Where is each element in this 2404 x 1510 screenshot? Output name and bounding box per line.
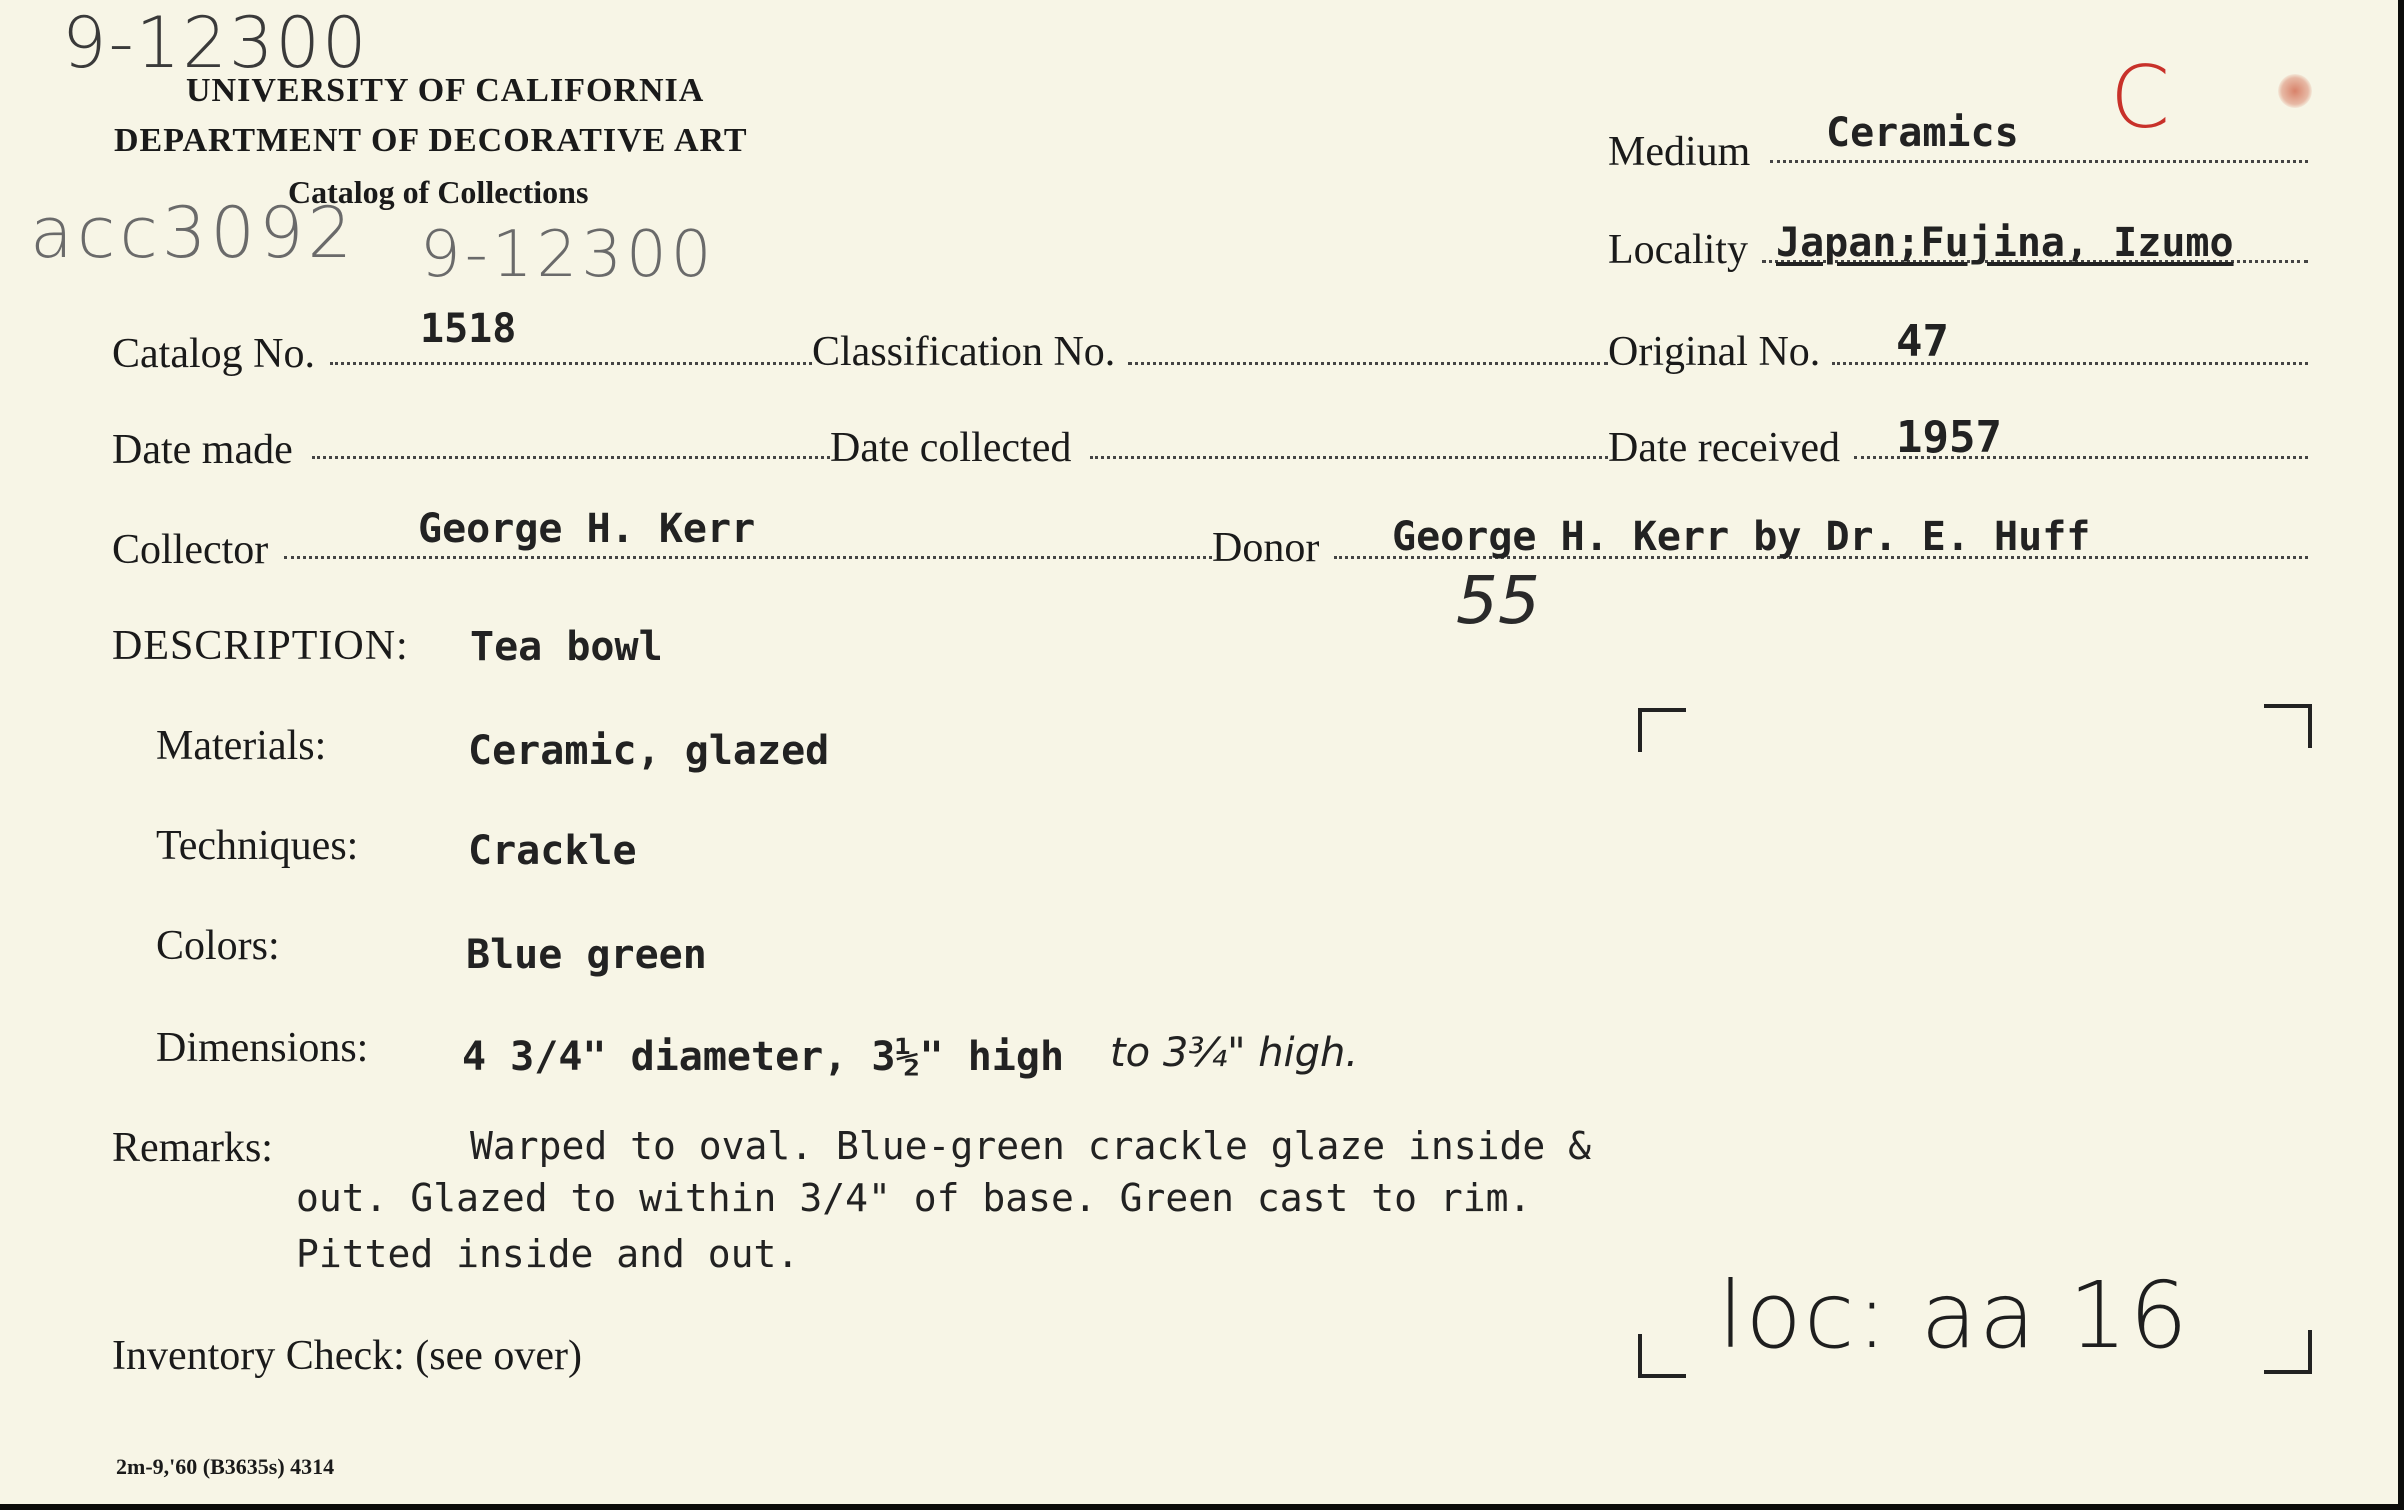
accession-number: acc3092 (30, 192, 357, 274)
dimensions-value: 4 3/4" diameter, 3½" high (462, 1034, 1065, 1080)
bracket-top-left (1638, 708, 1686, 752)
colors-value: Blue green (466, 932, 707, 978)
collector-value: George H. Kerr (418, 506, 756, 552)
bracket-top-right (2264, 704, 2312, 748)
medium-value: Ceramics (1826, 110, 2019, 156)
date-received-label: Date received (1608, 425, 1841, 471)
date-collected-line (1090, 456, 1608, 459)
remarks-line-3: Pitted inside and out. (296, 1232, 800, 1276)
header-department: DEPARTMENT OF DECORATIVE ART (114, 122, 748, 159)
description-value: Tea bowl (470, 624, 663, 670)
description-label: DESCRIPTION: (112, 623, 409, 669)
techniques-label: Techniques: (156, 823, 359, 869)
locality-label: Locality (1608, 227, 1748, 273)
original-number-label: Original No. (1608, 329, 1821, 375)
catalog-number-line (330, 362, 812, 365)
date-made-label: Date made (112, 427, 293, 473)
medium-code-mark: C (2110, 48, 2171, 148)
header-catalog: Catalog of Collections (288, 174, 589, 210)
dimensions-note: to 3¾" high. (1110, 1030, 1359, 1076)
original-number-value: 47 (1896, 316, 1949, 367)
remarks-line-1: Warped to oval. Blue-green crackle glaze inside & (470, 1124, 1592, 1168)
date-collected-label: Date collected (830, 425, 1072, 471)
red-stain (2278, 74, 2312, 108)
catalog-number-value: 1518 (420, 306, 517, 352)
materials-label: Materials: (156, 723, 327, 769)
date-made-line (312, 456, 830, 459)
top-catalog-number: 9-12300 (62, 2, 369, 84)
header-university: UNIVERSITY OF CALIFORNIA (186, 72, 705, 109)
medium-line (1770, 160, 2308, 163)
location-note: loc: aa 16 (1718, 1262, 2190, 1369)
catalog-number-label: Catalog No. (112, 331, 315, 377)
bracket-bottom-right (2264, 1330, 2312, 1374)
collector-label: Collector (112, 527, 269, 573)
donor-label: Donor (1212, 525, 1320, 571)
inventory-check: Inventory Check: (see over) (112, 1333, 582, 1379)
collector-line (284, 556, 1212, 559)
date-received-value: 1957 (1896, 412, 2002, 463)
dimensions-label: Dimensions: (156, 1025, 369, 1071)
donor-note: 55 (1456, 562, 1540, 639)
second-catalog-number: 9-12300 (420, 218, 716, 292)
materials-value: Ceramic, glazed (468, 728, 830, 774)
print-code: 2m-9,'60 (B3635s) 4314 (116, 1454, 335, 1479)
classification-label: Classification No. (812, 329, 1116, 375)
remarks-line-2: out. Glazed to within 3/4" of base. Green cast to rim. (296, 1176, 1532, 1220)
locality-value: Japan;Fujina, Izumo (1776, 220, 2234, 266)
colors-label: Colors: (156, 923, 280, 969)
donor-value: George H. Kerr by Dr. E. Huff (1392, 514, 2091, 560)
remarks-label: Remarks: (112, 1125, 273, 1171)
medium-label: Medium (1608, 129, 1751, 175)
classification-line (1128, 362, 1608, 365)
bracket-bottom-left (1638, 1334, 1686, 1378)
techniques-value: Crackle (468, 828, 637, 874)
